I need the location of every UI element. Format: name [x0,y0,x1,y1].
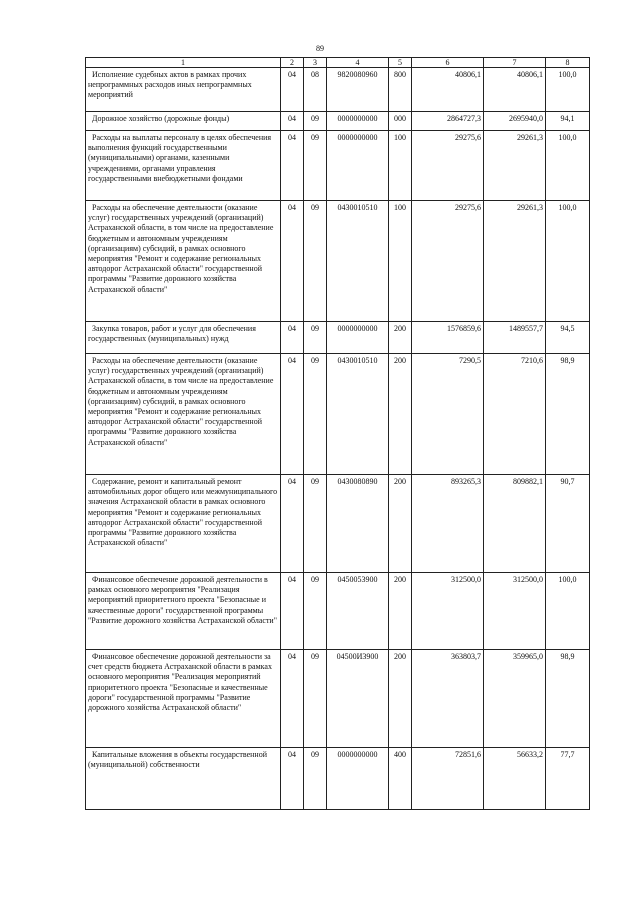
row-percent: 98,9 [546,354,590,475]
row-subsection: 09 [304,112,327,131]
row-planned: 2864727,3 [412,112,484,131]
row-percent: 94,1 [546,112,590,131]
row-executed: 809882,1 [484,475,546,573]
row-planned: 29275,6 [412,131,484,201]
row-percent: 100,0 [546,68,590,112]
row-target-code: 0430010510 [327,201,389,322]
table-header-row [86,58,590,68]
row-executed: 359965,0 [484,650,546,748]
row-subsection: 09 [304,131,327,201]
row-expense-type: 000 [389,112,412,131]
row-percent: 100,0 [546,131,590,201]
col-header: 1 [86,58,281,68]
col-header: 4 [327,58,389,68]
table-row [86,112,590,131]
row-expense-type: 200 [389,475,412,573]
row-name: Капитальные вложения в объекты государственной (муниципальной) собственности [86,748,281,810]
table-row [86,573,590,650]
row-name: Содержание, ремонт и капитальный ремонт автомобильных дорог общего или межмуниципального значения Астраханской области в рамках основного мероприятия "Ремонт и содержание региональных автодорог Астраханской области" государственной программы "Развитие дорожного хозяйства Астраханской области" [86,475,281,573]
row-section: 04 [281,322,304,354]
page-number: 89 [316,44,324,53]
row-percent: 100,0 [546,573,590,650]
row-section: 04 [281,650,304,748]
row-section: 04 [281,573,304,650]
row-planned: 72851,6 [412,748,484,810]
row-percent: 94,5 [546,322,590,354]
row-planned: 312500,0 [412,573,484,650]
table-row [86,475,590,573]
row-planned: 363803,7 [412,650,484,748]
row-section: 04 [281,68,304,112]
table-row [86,354,590,475]
row-expense-type: 100 [389,131,412,201]
col-header: 2 [281,58,304,68]
table-row [86,201,590,322]
row-name: Расходы на выплаты персоналу в целях обеспечения выполнения функций государственными (муниципальными) органами, казенными учреждениями, органами управления государственными внебюджетными фондами [86,131,281,201]
row-target-code: 0000000000 [327,322,389,354]
col-header: 7 [484,58,546,68]
row-executed: 29261,3 [484,201,546,322]
row-name: Закупка товаров, работ и услуг для обеспечения государственных (муниципальных) нужд [86,322,281,354]
row-planned: 893265,3 [412,475,484,573]
row-expense-type: 200 [389,322,412,354]
row-name: Расходы на обеспечение деятельности (оказание услуг) государственных учреждений (организаций) Астраханской области, в том числе на предоставление бюджетным и автономным учреждениям (организациям) субсидий, в рамках основного мероприятия "Ремонт и содержание региональных автодорог Астраханской области" государственной программы "Развитие дорожного хозяйства Астраханской области" [86,354,281,475]
row-subsection: 09 [304,573,327,650]
row-subsection: 09 [304,322,327,354]
row-subsection: 09 [304,650,327,748]
row-expense-type: 800 [389,68,412,112]
row-section: 04 [281,475,304,573]
row-name: Финансовое обеспечение дорожной деятельности в рамках основного мероприятия "Реализация мероприятий приоритетного проекта "Безопасные и качественные дороги" государственной программы "Развитие дорожного хозяйства Астраханской области" [86,573,281,650]
row-expense-type: 200 [389,573,412,650]
row-percent: 100,0 [546,201,590,322]
col-header: 5 [389,58,412,68]
row-section: 04 [281,112,304,131]
row-percent: 77,7 [546,748,590,810]
row-executed: 1489557,7 [484,322,546,354]
table-row [86,131,590,201]
table-row [86,68,590,112]
col-header: 8 [546,58,590,68]
row-expense-type: 200 [389,650,412,748]
row-subsection: 09 [304,201,327,322]
row-section: 04 [281,748,304,810]
row-executed: 40806,1 [484,68,546,112]
row-expense-type: 200 [389,354,412,475]
row-expense-type: 100 [389,201,412,322]
row-section: 04 [281,354,304,475]
row-target-code: 9820080960 [327,68,389,112]
row-target-code: 0430010510 [327,354,389,475]
row-name: Расходы на обеспечение деятельности (оказание услуг) государственных учреждений (организаций) Астраханской области, в том числе на предоставление бюджетным и автономным учреждениям (организациям) субсидий, в рамках основного мероприятия "Ремонт и содержание региональных автодорог Астраханской области" государственной программы "Развитие дорожного хозяйства Астраханской области" [86,201,281,322]
row-planned: 1576859,6 [412,322,484,354]
row-percent: 98,9 [546,650,590,748]
row-target-code: 0000000000 [327,131,389,201]
row-target-code: 0000000000 [327,112,389,131]
row-executed: 312500,0 [484,573,546,650]
row-planned: 40806,1 [412,68,484,112]
row-target-code: 0000000000 [327,748,389,810]
table-row [86,748,590,810]
table-row [86,322,590,354]
table-row [86,650,590,748]
row-planned: 29275,6 [412,201,484,322]
col-header: 3 [304,58,327,68]
row-subsection: 09 [304,748,327,810]
row-executed: 56633,2 [484,748,546,810]
row-subsection: 08 [304,68,327,112]
row-executed: 2695940,0 [484,112,546,131]
row-section: 04 [281,131,304,201]
row-subsection: 09 [304,354,327,475]
row-target-code: 0430080890 [327,475,389,573]
row-executed: 7210,6 [484,354,546,475]
row-executed: 29261,3 [484,131,546,201]
row-planned: 7290,5 [412,354,484,475]
row-subsection: 09 [304,475,327,573]
row-name: Финансовое обеспечение дорожной деятельности за счет средств бюджета Астраханской области в рамках основного мероприятия "Реализация мероприятий приоритетного проекта "Безопасные и качественные дороги" государственной программы "Развитие дорожного хозяйства Астраханской области" [86,650,281,748]
col-header: 6 [412,58,484,68]
row-percent: 90,7 [546,475,590,573]
row-target-code: 0450053900 [327,573,389,650]
row-expense-type: 400 [389,748,412,810]
row-name: Исполнение судебных актов в рамках прочих непрограммных расходов иных непрограммных мероприятий [86,68,281,112]
row-target-code: 04500И3900 [327,650,389,748]
budget-execution-table [85,57,590,810]
row-name: Дорожное хозяйство (дорожные фонды) [86,112,281,131]
row-section: 04 [281,201,304,322]
